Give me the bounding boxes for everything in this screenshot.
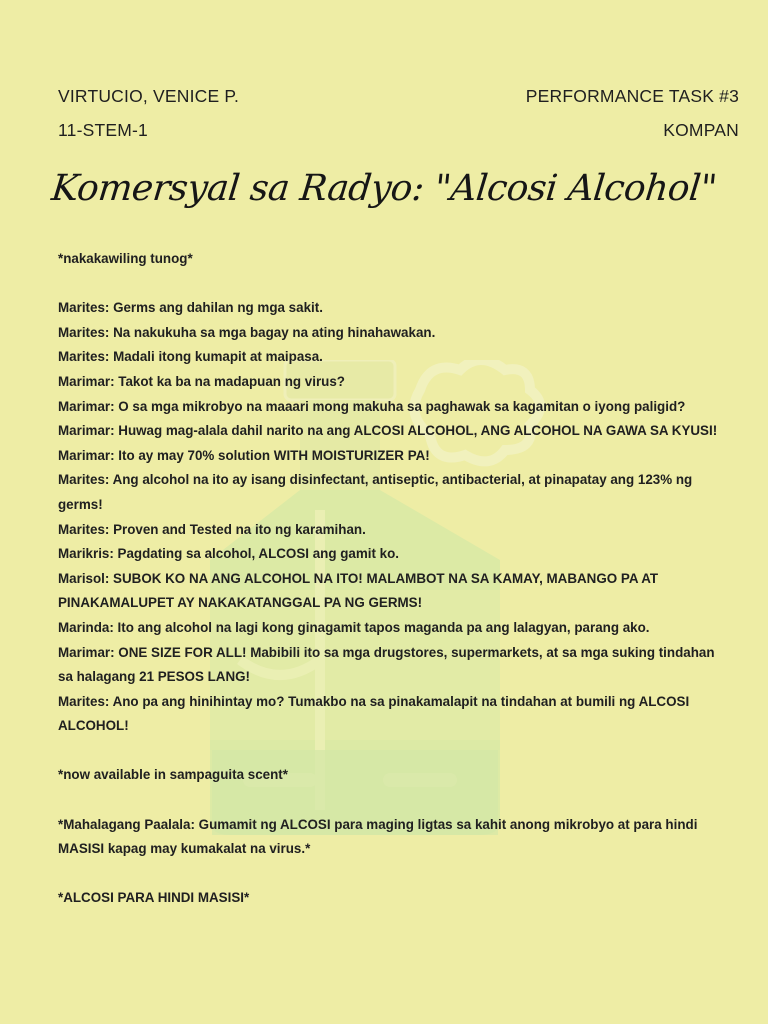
dialogue-line: Marimar: Huwag mag-alala dahil narito na ang ALCOSI ALCOHOL, ANG ALCOHOL NA GAWA SA KYUSI! [58, 423, 718, 439]
dialogue-line: Marites: Proven and Tested na ito ng karamihan. [58, 521, 366, 537]
spacer [58, 862, 718, 887]
page-title: Komersyal sa Radyo: "Alcosi Alcohol" [49, 168, 719, 209]
student-section: 11-STEM-1 [58, 120, 148, 140]
script-body [58, 247, 718, 911]
dialogue-line: Marites: Na nakukuha sa mga bagay na ating hinahawakan. [58, 324, 436, 340]
subject-label: KOMPAN [663, 120, 739, 140]
spacer [58, 788, 718, 813]
tagline: *ALCOSI PARA HINDI MASISI* [58, 890, 250, 906]
dialogue-line: Marimar: ONE SIZE FOR ALL! Mabibili ito sa mga drugstores, supermarkets, at sa mga suking tindahan sa halagang 21 PESOS LANG! [58, 644, 715, 685]
task-label: PERFORMANCE TASK #3 [525, 86, 739, 106]
dialogue-line: Marites: Ano pa ang hinihintay mo? Tumakbo na sa pinakamalapit na tindahan at bumili ng ALCOSI ALCOHOL! [58, 693, 690, 734]
spacer [58, 739, 718, 764]
intro-cue: *nakakawiling tunog* [58, 251, 193, 266]
dialogue-line: Marites: Germs ang dahilan ng mga sakit. [58, 300, 323, 316]
dialogue-line: Marimar: O sa mga mikrobyo na maaari mong makuha sa paghawak sa kagamitan o iyong paligid? [58, 398, 686, 414]
dialogue-line: Marimar: Ito ay may 70% solution WITH MOISTURIZER PA! [58, 447, 430, 463]
dialogue-line: Marinda: Ito ang alcohol na lagi kong ginagamit tapos maganda pa ang lalagyan, parang ako. [58, 619, 650, 635]
dialogue-line: Marisol: SUBOK KO NA ANG ALCOHOL NA ITO! MALAMBOT NA SA KAMAY, MABANGO PA AT PINAKAMALUPET AY NAKAKATANGGAL PA NG GERMS! [58, 570, 659, 611]
dialogue-line: Marites: Madali itong kumapit at maipasa. [58, 349, 323, 365]
spacer [58, 272, 718, 297]
dialogue-line: Marikris: Pagdating sa alcohol, ALCOSI ang gamit ko. [58, 546, 400, 562]
availability-cue: *now available in sampaguita scent* [58, 767, 288, 783]
dialogue-line: Marimar: Takot ka ba na madapuan ng virus? [58, 373, 345, 389]
dialogue-line: Marites: Ang alcohol na ito ay isang disinfectant, antiseptic, antibacterial, at pinapatay ang 123% ng germs! [58, 472, 693, 512]
reminder-note: *Mahalagang Paalala: Gumamit ng ALCOSI para maging ligtas sa kahit anong mikrobyo at para hindi MASISI kapag may kumakalat na virus.* [58, 816, 698, 857]
student-name: VIRTUCIO, VENICE P. [58, 86, 240, 106]
